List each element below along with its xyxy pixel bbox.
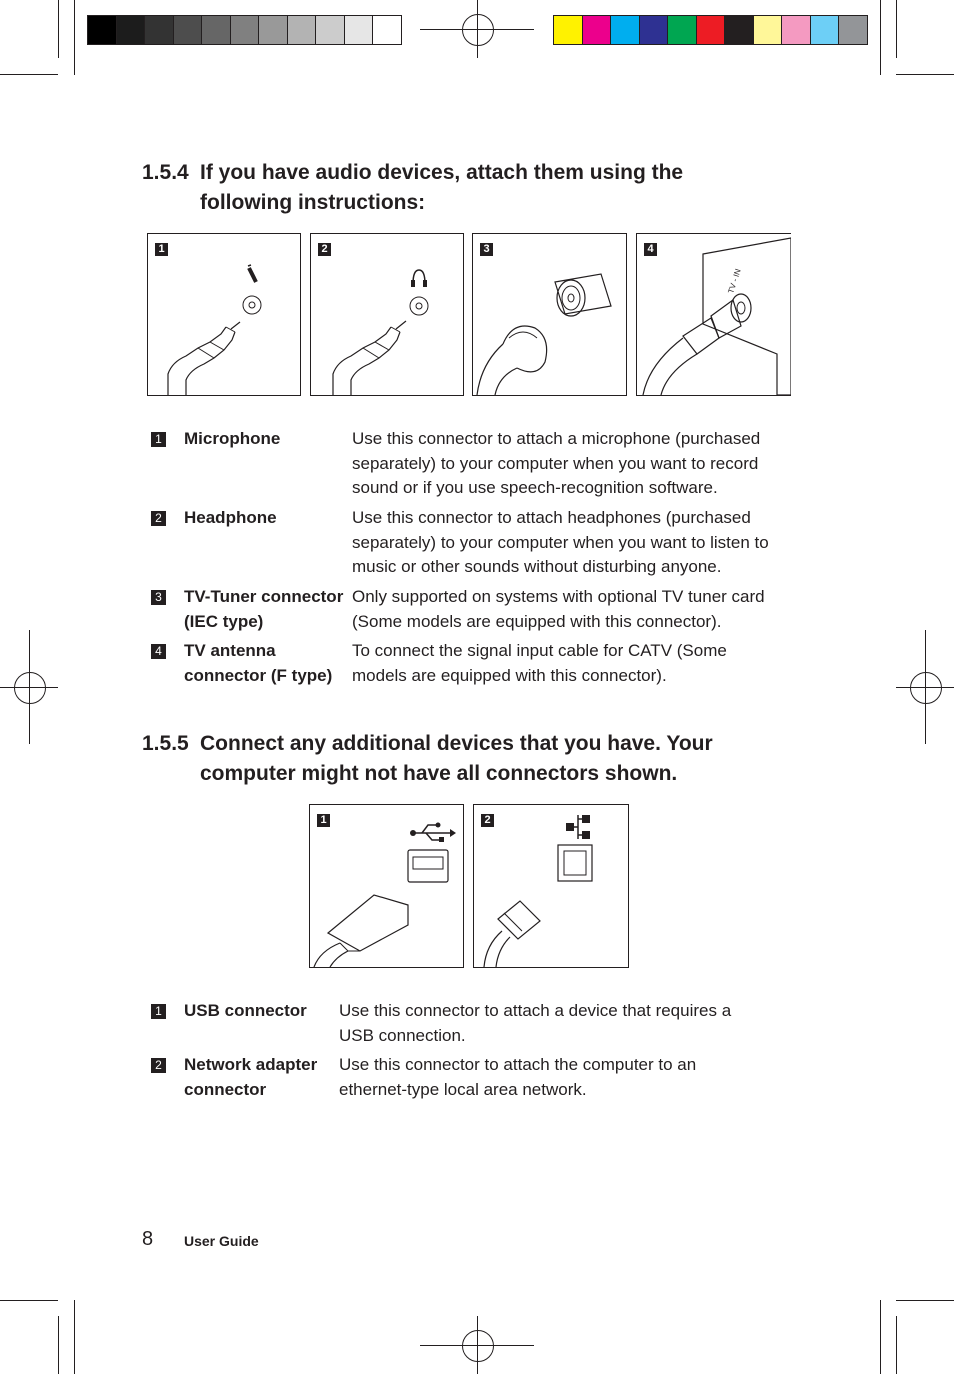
item-description: Use this connector to attach a microphone (purchased separately) to your computer when you want to record sound or if you use speech-recognition software. <box>352 429 761 497</box>
item-description: Only supported on systems with optional TV tuner card (Some models are equipped with this connector). <box>352 587 765 631</box>
callout-number: 1 <box>317 814 330 827</box>
color-swatch <box>288 16 317 44</box>
callout-number: 2 <box>318 243 331 256</box>
callout-number: 3 <box>480 243 493 256</box>
color-swatch <box>811 16 840 44</box>
item-description: Use this connector to attach the computer to an ethernet-type local area network. <box>339 1055 697 1099</box>
color-swatch <box>583 16 612 44</box>
usb-connector-illustration <box>310 805 463 967</box>
table-row <box>151 585 801 639</box>
color-swatch <box>611 16 640 44</box>
color-swatch <box>231 16 260 44</box>
color-swatch <box>345 16 374 44</box>
usb-icon <box>410 823 456 843</box>
iec-connector-illustration <box>473 234 626 395</box>
color-swatch <box>373 16 401 44</box>
f-type-connector-illustration <box>637 234 791 395</box>
item-term: Headphone <box>184 508 277 527</box>
color-bar <box>553 15 868 45</box>
color-swatch <box>88 16 117 44</box>
section-number: 1.5.5 <box>142 732 189 755</box>
color-swatch <box>202 16 231 44</box>
network-icon <box>566 815 590 839</box>
table-row <box>151 1053 801 1107</box>
headphone-jack-illustration <box>311 234 463 395</box>
figure-tv-tuner <box>472 233 627 396</box>
figure-usb <box>309 804 464 968</box>
item-description: Use this connector to attach headphones (purchased separately) to your computer when you want to listen to music or other sounds without disturbing anyone. <box>352 508 769 576</box>
grayscale-bar <box>87 15 402 45</box>
item-number-badge: 3 <box>151 590 166 605</box>
item-number-badge: 4 <box>151 644 166 659</box>
item-description: Use this connector to attach a device that requires a USB connection. <box>339 1001 732 1045</box>
color-swatch <box>145 16 174 44</box>
item-term: TV-Tuner connector (IEC type) <box>184 587 344 631</box>
section-heading-155 <box>142 729 782 789</box>
table-row <box>151 639 801 693</box>
color-swatch <box>640 16 669 44</box>
running-footer: User Guide <box>184 1233 259 1249</box>
color-swatch <box>782 16 811 44</box>
item-number-badge: 2 <box>151 1058 166 1073</box>
section-heading-154 <box>142 158 782 218</box>
section-number: 1.5.4 <box>142 161 189 184</box>
item-term: USB connector <box>184 1001 307 1020</box>
item-term: Network adapter connector <box>184 1055 318 1099</box>
color-swatch <box>668 16 697 44</box>
color-swatch <box>316 16 345 44</box>
table-row <box>151 427 801 505</box>
table-row <box>151 506 801 584</box>
section-title-line2: computer might not have all connectors shown. <box>200 762 678 785</box>
color-swatch <box>839 16 867 44</box>
table-row <box>151 999 801 1053</box>
color-swatch <box>554 16 583 44</box>
microphone-jack-illustration <box>148 234 300 395</box>
item-number-badge: 1 <box>151 432 166 447</box>
item-number-badge: 2 <box>151 511 166 526</box>
color-swatch <box>725 16 754 44</box>
section-title-line2: following instructions: <box>200 191 426 214</box>
section-title-line1: Connect any additional devices that you have. Your <box>200 732 713 755</box>
microphone-icon <box>248 265 256 282</box>
color-swatch <box>174 16 203 44</box>
color-swatch <box>117 16 146 44</box>
headphone-icon <box>411 270 427 287</box>
ethernet-connector-illustration <box>474 805 628 967</box>
figure-microphone <box>147 233 301 396</box>
color-swatch <box>697 16 726 44</box>
callout-number: 1 <box>155 243 168 256</box>
figure-headphone <box>310 233 464 396</box>
item-description: To connect the signal input cable for CATV (Some models are equipped with this connector). <box>352 641 727 685</box>
figure-tv-antenna <box>636 233 791 396</box>
page-number: 8 <box>142 1228 154 1250</box>
color-swatch <box>754 16 783 44</box>
tv-in-label: TV - IN <box>726 267 743 295</box>
item-number-badge: 1 <box>151 1004 166 1019</box>
callout-number: 2 <box>481 814 494 827</box>
figure-ethernet <box>473 804 629 968</box>
color-swatch <box>259 16 288 44</box>
item-term: Microphone <box>184 429 281 448</box>
callout-number: 4 <box>644 243 657 256</box>
item-term: TV antenna connector (F type) <box>184 641 333 685</box>
section-title-line1: If you have audio devices, attach them using the <box>200 161 684 184</box>
